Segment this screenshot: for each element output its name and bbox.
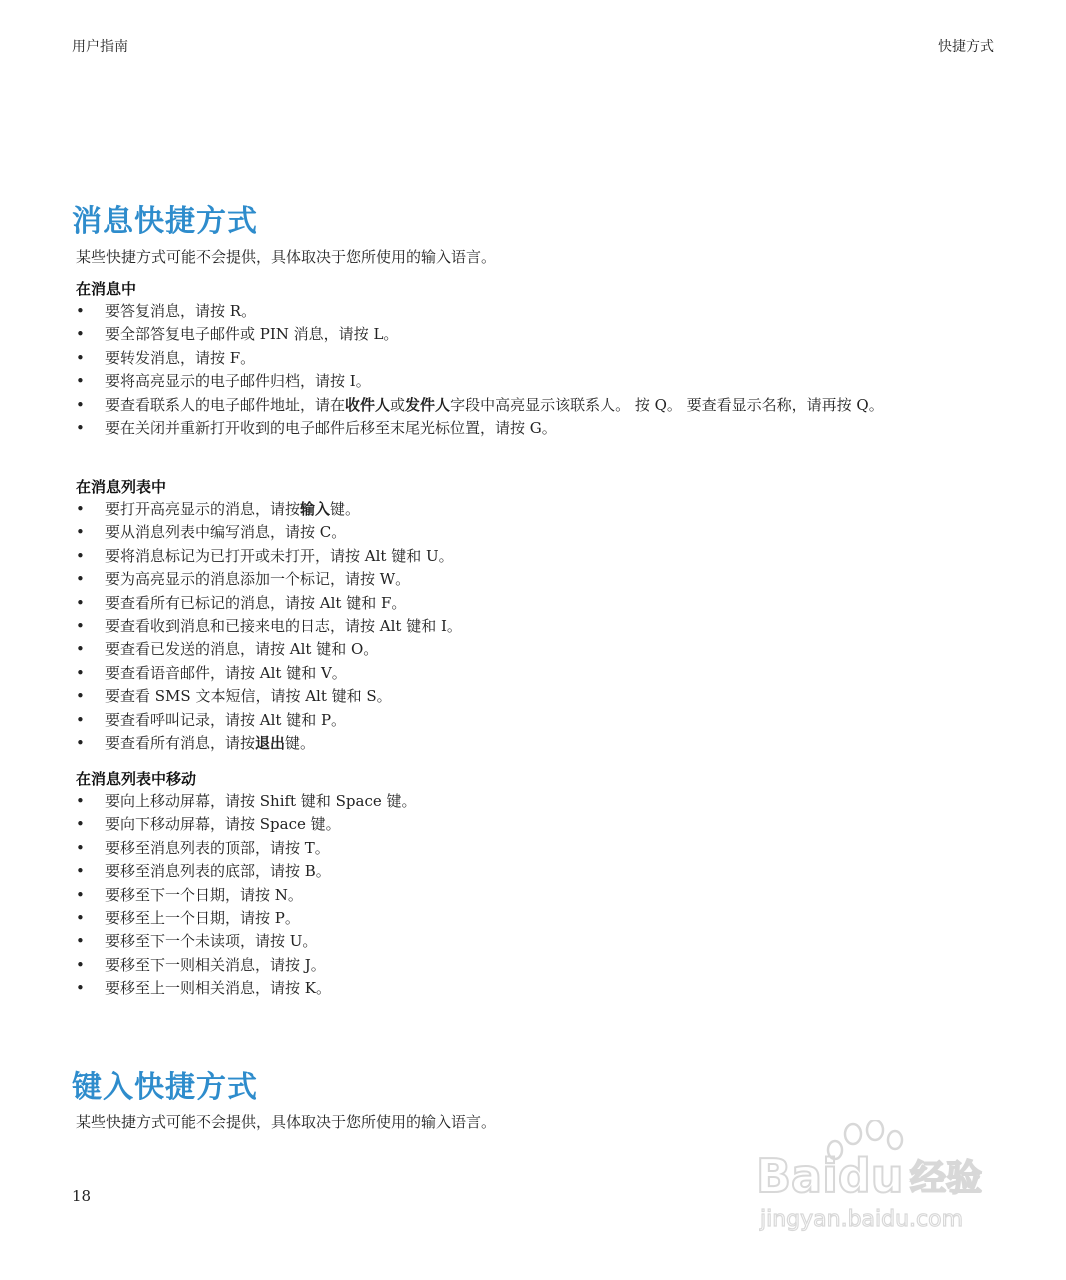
section-intro: 某些快捷方式可能不会提供，具体取决于您所使用的输入语言。 <box>76 248 497 266</box>
list-item-text: 要移至下一个未读项，请按 U。 <box>105 932 318 951</box>
list-item <box>76 638 1006 661</box>
bullet: • <box>76 546 85 565</box>
list-item <box>76 954 1006 977</box>
list-item <box>76 568 1006 591</box>
list-item-text: 要全部答复电子邮件或 PIN 消息，请按 L。 <box>105 325 399 344</box>
bullet: • <box>76 885 85 904</box>
bullet: • <box>76 734 85 753</box>
bullet: • <box>76 792 85 810</box>
list-item-text-part: 键。 <box>330 500 361 518</box>
bullet: • <box>76 395 85 414</box>
page-number: 18 <box>72 1187 92 1205</box>
section-title-message-shortcuts: 消息快捷方式 <box>72 204 258 239</box>
bullet: • <box>76 955 85 974</box>
key-name-enter: 输入 <box>300 500 331 518</box>
bullet: • <box>76 570 85 589</box>
bullet: • <box>76 979 85 998</box>
bullet: • <box>76 710 85 729</box>
list-item <box>76 545 1006 568</box>
shortcut-list-move-in-list <box>76 790 1006 1001</box>
list-item-text: 要转发消息，请按 F。 <box>105 348 256 367</box>
list-item-text: 要查看所有已标记的消息，请按 Alt 键和 F。 <box>105 593 407 612</box>
bullet: • <box>76 909 85 928</box>
list-item-text: 要答复消息，请按 R。 <box>105 302 257 320</box>
bullet: • <box>76 372 85 391</box>
list-item <box>76 884 1006 907</box>
list-item <box>76 370 1006 393</box>
list-item-text: 要从消息列表中编写消息，请按 C。 <box>105 523 347 542</box>
bullet: • <box>76 815 85 834</box>
list-item-text: 要移至下一则相关消息，请按 J。 <box>105 955 326 974</box>
shortcut-list-in-message-list <box>76 498 1006 755</box>
list-item <box>76 300 1006 323</box>
list-item <box>76 592 1006 615</box>
list-item-text-part: 要打开高亮显示的消息，请按 <box>105 500 301 518</box>
watermark-url: jingyan.baidu.com <box>760 1207 964 1232</box>
list-item <box>76 417 1006 440</box>
list-item-text-part: 要查看联系人的电子邮件地址，请在 <box>105 395 346 414</box>
list-item-text: 要查看 SMS 文本短信，请按 Alt 键和 S。 <box>105 687 392 706</box>
list-item-text: 要向上移动屏幕，请按 Shift 键和 Space 键。 <box>105 792 417 810</box>
bullet: • <box>76 932 85 951</box>
list-item-text-part: 字段中高亮显示该联系人。 按 Q。 要查看显示名称，请再按 Q。 <box>450 395 884 414</box>
list-item-text: 要为高亮显示的消息添加一个标记，请按 W。 <box>105 570 411 589</box>
list-item <box>76 323 1006 346</box>
list-item <box>76 709 1006 732</box>
key-name-escape: 退出 <box>255 734 286 753</box>
group-heading-in-message: 在消息中 <box>76 280 137 298</box>
list-item <box>76 394 1006 417</box>
bullet: • <box>76 500 85 518</box>
list-item-text: 要移至上一个日期，请按 P。 <box>105 909 300 928</box>
list-item <box>76 813 1006 836</box>
bullet: • <box>76 862 85 881</box>
list-item <box>76 977 1006 1000</box>
group-heading-move-in-list: 在消息列表中移动 <box>76 770 197 788</box>
list-item <box>76 521 1006 544</box>
list-item <box>76 662 1006 685</box>
group-heading-in-message-list: 在消息列表中 <box>76 478 167 496</box>
list-item-text-part: 键。 <box>285 734 316 753</box>
list-item-text: 要移至消息列表的底部，请按 B。 <box>105 862 331 881</box>
list-item <box>76 930 1006 953</box>
bullet: • <box>76 687 85 706</box>
list-item-text: 要移至下一个日期，请按 N。 <box>105 885 303 904</box>
bullet: • <box>76 663 85 682</box>
bullet: • <box>76 838 85 857</box>
bullet: • <box>76 640 85 659</box>
bullet: • <box>76 325 85 344</box>
list-item <box>76 837 1006 860</box>
list-item <box>76 685 1006 708</box>
running-header-right: 快捷方式 <box>938 39 994 55</box>
list-item <box>76 498 1006 521</box>
list-item-text: 要在关闭并重新打开收到的电子邮件后移至末尾光标位置，请按 G。 <box>105 419 557 438</box>
bullet: • <box>76 617 85 636</box>
list-item-text: 要将消息标记为已打开或未打开，请按 Alt 键和 U。 <box>105 546 454 565</box>
list-item <box>76 790 1006 813</box>
running-header-left: 用户指南 <box>72 39 128 55</box>
list-item-text: 要查看已发送的消息，请按 Alt 键和 O。 <box>105 640 379 659</box>
list-item <box>76 732 1006 755</box>
list-item-text: 要查看语音邮件，请按 Alt 键和 V。 <box>105 663 347 682</box>
list-item-text: 要移至上一则相关消息，请按 K。 <box>105 979 331 998</box>
baidu-jingyan-watermark <box>750 1120 1010 1235</box>
bullet: • <box>76 419 85 438</box>
field-name-to: 收件人 <box>345 395 391 414</box>
bullet: • <box>76 348 85 367</box>
list-item-text: 要查看收到消息和已接来电的日志，请按 Alt 键和 I。 <box>105 617 462 636</box>
field-name-from: 发件人 <box>405 395 451 414</box>
list-item-text: 要向下移动屏幕，请按 Space 键。 <box>105 815 341 834</box>
watermark-brand: Baidu <box>756 1149 904 1203</box>
list-item <box>76 860 1006 883</box>
watermark-brand-cn: 经验 <box>910 1158 983 1199</box>
bullet: • <box>76 302 85 320</box>
list-item-text-part: 要查看所有消息，请按 <box>105 734 256 753</box>
list-item-text: 要将高亮显示的电子邮件归档，请按 I。 <box>105 372 371 391</box>
list-item <box>76 907 1006 930</box>
bullet: • <box>76 523 85 542</box>
list-item <box>76 347 1006 370</box>
section-title-typing-shortcuts: 键入快捷方式 <box>72 1070 258 1105</box>
list-item <box>76 615 1006 638</box>
bullet: • <box>76 593 85 612</box>
list-item-text: 要移至消息列表的顶部，请按 T。 <box>105 838 330 857</box>
shortcut-list-in-message <box>76 300 1006 440</box>
section-intro: 某些快捷方式可能不会提供，具体取决于您所使用的输入语言。 <box>76 1113 497 1131</box>
list-item-text-part: 或 <box>390 395 406 414</box>
list-item-text: 要查看呼叫记录，请按 Alt 键和 P。 <box>105 710 347 729</box>
